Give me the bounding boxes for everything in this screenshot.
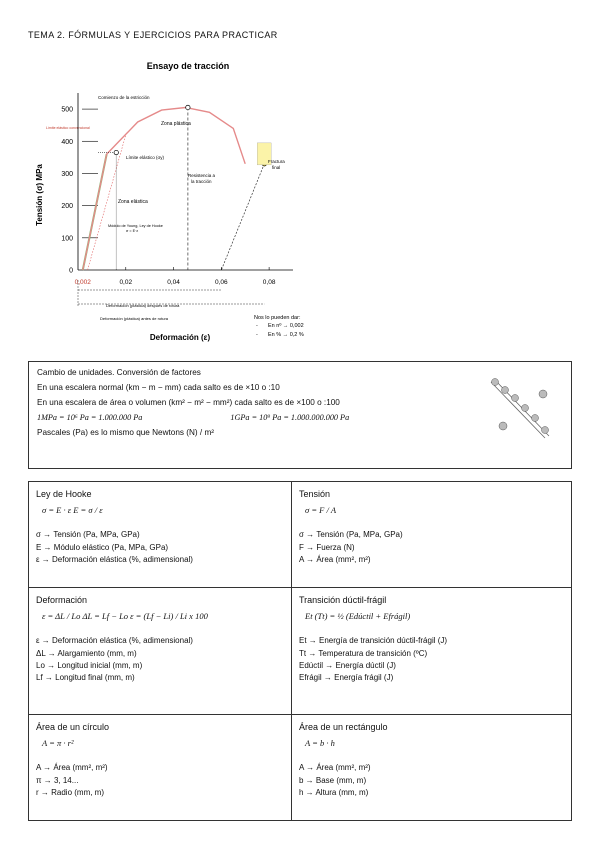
annotation-modulo-2: σ = E·ε (126, 229, 139, 233)
x-tick-label: 0,002 (74, 279, 91, 286)
tension-formula: σ = F / A (305, 504, 337, 515)
cell-hooke (29, 482, 291, 587)
tensile-test-chart (28, 55, 368, 350)
deformacion-title: Deformación (36, 595, 88, 605)
transicion-title: Transición dúctil-frágil (299, 595, 387, 605)
circulo-formula: A = π · r² (42, 737, 74, 748)
circulo-line: r → Radio (mm, m) (36, 787, 104, 797)
cell-transicion (292, 588, 572, 714)
y-tick-label: 300 (61, 170, 73, 178)
chart-point (114, 150, 118, 154)
cell-tension (292, 482, 572, 587)
annotation-limite-elastico: Límite elástico (σy) (126, 155, 165, 160)
x-tick-label: 0,08 (262, 279, 276, 286)
hooke-line: σ → Tensión (Pa, MPa, GPa) (36, 530, 140, 540)
units-conversion-box (28, 361, 572, 469)
hooke-title: Ley de Hooke (36, 489, 92, 499)
annotation-resistencia-1: Resistencia a (188, 173, 216, 178)
cell-circulo (29, 715, 291, 820)
annotation-resistencia-2: la tracción (191, 179, 212, 184)
cell-deformacion (29, 588, 291, 714)
transicion-line: Tt → Temperatura de transición (ºC) (299, 648, 428, 658)
circulo-line: A → Área (mm², m²) (36, 763, 108, 773)
deformacion-line: ΔL → Alargamiento (mm, m) (36, 648, 137, 658)
document-title: TEMA 2. FÓRMULAS Y EJERCICIOS PARA PRACTICAR (28, 30, 278, 40)
x-tick-label: 0,04 (167, 279, 180, 286)
transicion-line: Efrágil → Energía frágil (J) (299, 673, 394, 683)
y-tick-label: 500 (61, 106, 73, 114)
tension-line: A → Área (mm², m²) (299, 554, 371, 564)
annotation-def-plastica: Deformación (plástica) después de rotura (106, 303, 180, 308)
y-tick-label: 400 (61, 138, 73, 146)
circulo-line: π → 3, 14... (36, 775, 79, 785)
units-pascales: Pascales (Pa) es lo mismo que Newtons (N) / m² (37, 428, 214, 437)
tension-title: Tensión (299, 489, 331, 499)
annotation-zona-plastica: Zona plástica (161, 121, 191, 127)
units-mpa: 1MPa = 10⁶ Pa = 1.000.000 Pa (37, 413, 143, 422)
annotation-fractura-1: Fractura (268, 159, 285, 164)
y-axis-label: Tensión (σ) MPa (35, 164, 44, 226)
transicion-formula: Et (Tt) = ½ (Edúctil + Efrágil) (305, 610, 411, 621)
cell-rectangulo (292, 715, 572, 820)
units-line-1: En una escalera normal (km − m − mm) cada salto es de ×10 o :10 (37, 383, 280, 392)
annotation-def-total: Deformación (plástica) antes de rotura (100, 316, 169, 321)
rectangulo-line: b → Base (mm, m) (299, 775, 367, 785)
y-tick-label: 200 (61, 203, 73, 211)
annotation-limite-small: Límite elástico convencional (46, 126, 90, 130)
transicion-line: Edúctil → Energía dúctil (J) (299, 660, 396, 670)
annotation-fractura-2: final (272, 165, 281, 170)
x-axis-label: Deformación (ε) (149, 333, 211, 342)
chart-title: Ensayo de tracción (146, 61, 230, 71)
hooke-line: E → Módulo elástico (Pa, MPa, GPa) (36, 542, 169, 552)
deformacion-line: Lf → Longitud final (mm, m) (36, 673, 135, 683)
rectangulo-line: h → Altura (mm, m) (299, 787, 369, 797)
x-tick-label: 0,02 (119, 279, 133, 286)
rectangulo-formula: A = b · h (305, 737, 335, 748)
rectangulo-title: Área de un rectángulo (299, 722, 388, 732)
note-line-2: En % → 0,2 % (268, 332, 304, 338)
annotation-zona-elastica: Zona elástica (118, 199, 148, 205)
note-line-1: En nº → 0,002 (268, 323, 304, 329)
rectangulo-line: A → Área (mm², m²) (299, 763, 371, 773)
units-line-2: En una escalera de área o volumen (km² − m² − mm²) cada salto es de ×100 o :100 (37, 398, 340, 407)
annotation-estriccion: Comienzo de la estricción (98, 95, 150, 100)
deformacion-line: Lo → Longitud inicial (mm, m) (36, 660, 143, 670)
y-tick-label: 0 (69, 267, 73, 275)
units-gpa: 1GPa = 10⁹ Pa = 1.000.000.000 Pa (230, 413, 350, 422)
y-tick-label: 100 (61, 235, 73, 243)
deformacion-formula: ε = ΔL / Lo ΔL = Lf − Lo ε = (Lf − Li) / Li x 100 (42, 610, 208, 621)
tension-line: F → Fuerza (N) (299, 542, 355, 552)
annotation-modulo-1: Módulo de Young, Ley de Hooke (108, 224, 163, 228)
transicion-line: Et → Energía de transición dúctil-frágil (J) (299, 636, 448, 646)
hooke-line: ε → Deformación elástica (%, adimensional) (36, 554, 193, 564)
deformacion-line: ε → Deformación elástica (%, adimensional) (36, 636, 193, 646)
x-tick-label: 0,06 (215, 279, 228, 286)
formula-grid (28, 481, 572, 821)
note-dash-2: - (256, 332, 258, 338)
tension-line: σ → Tensión (Pa, MPa, GPa) (299, 530, 403, 540)
chart-point (186, 105, 190, 109)
unit-ladder-illustration (485, 368, 557, 450)
units-title: Cambio de unidades. Conversión de factores (37, 368, 201, 377)
stress-strain-curve (83, 108, 245, 271)
note-dash-1: - (256, 323, 258, 329)
circulo-title: Área de un círculo (36, 722, 110, 732)
fracture-unload-line (221, 164, 264, 270)
hooke-formula: σ = E · ε E = σ / ε (42, 504, 103, 515)
note-title: Nos lo pueden dar: (254, 315, 301, 321)
